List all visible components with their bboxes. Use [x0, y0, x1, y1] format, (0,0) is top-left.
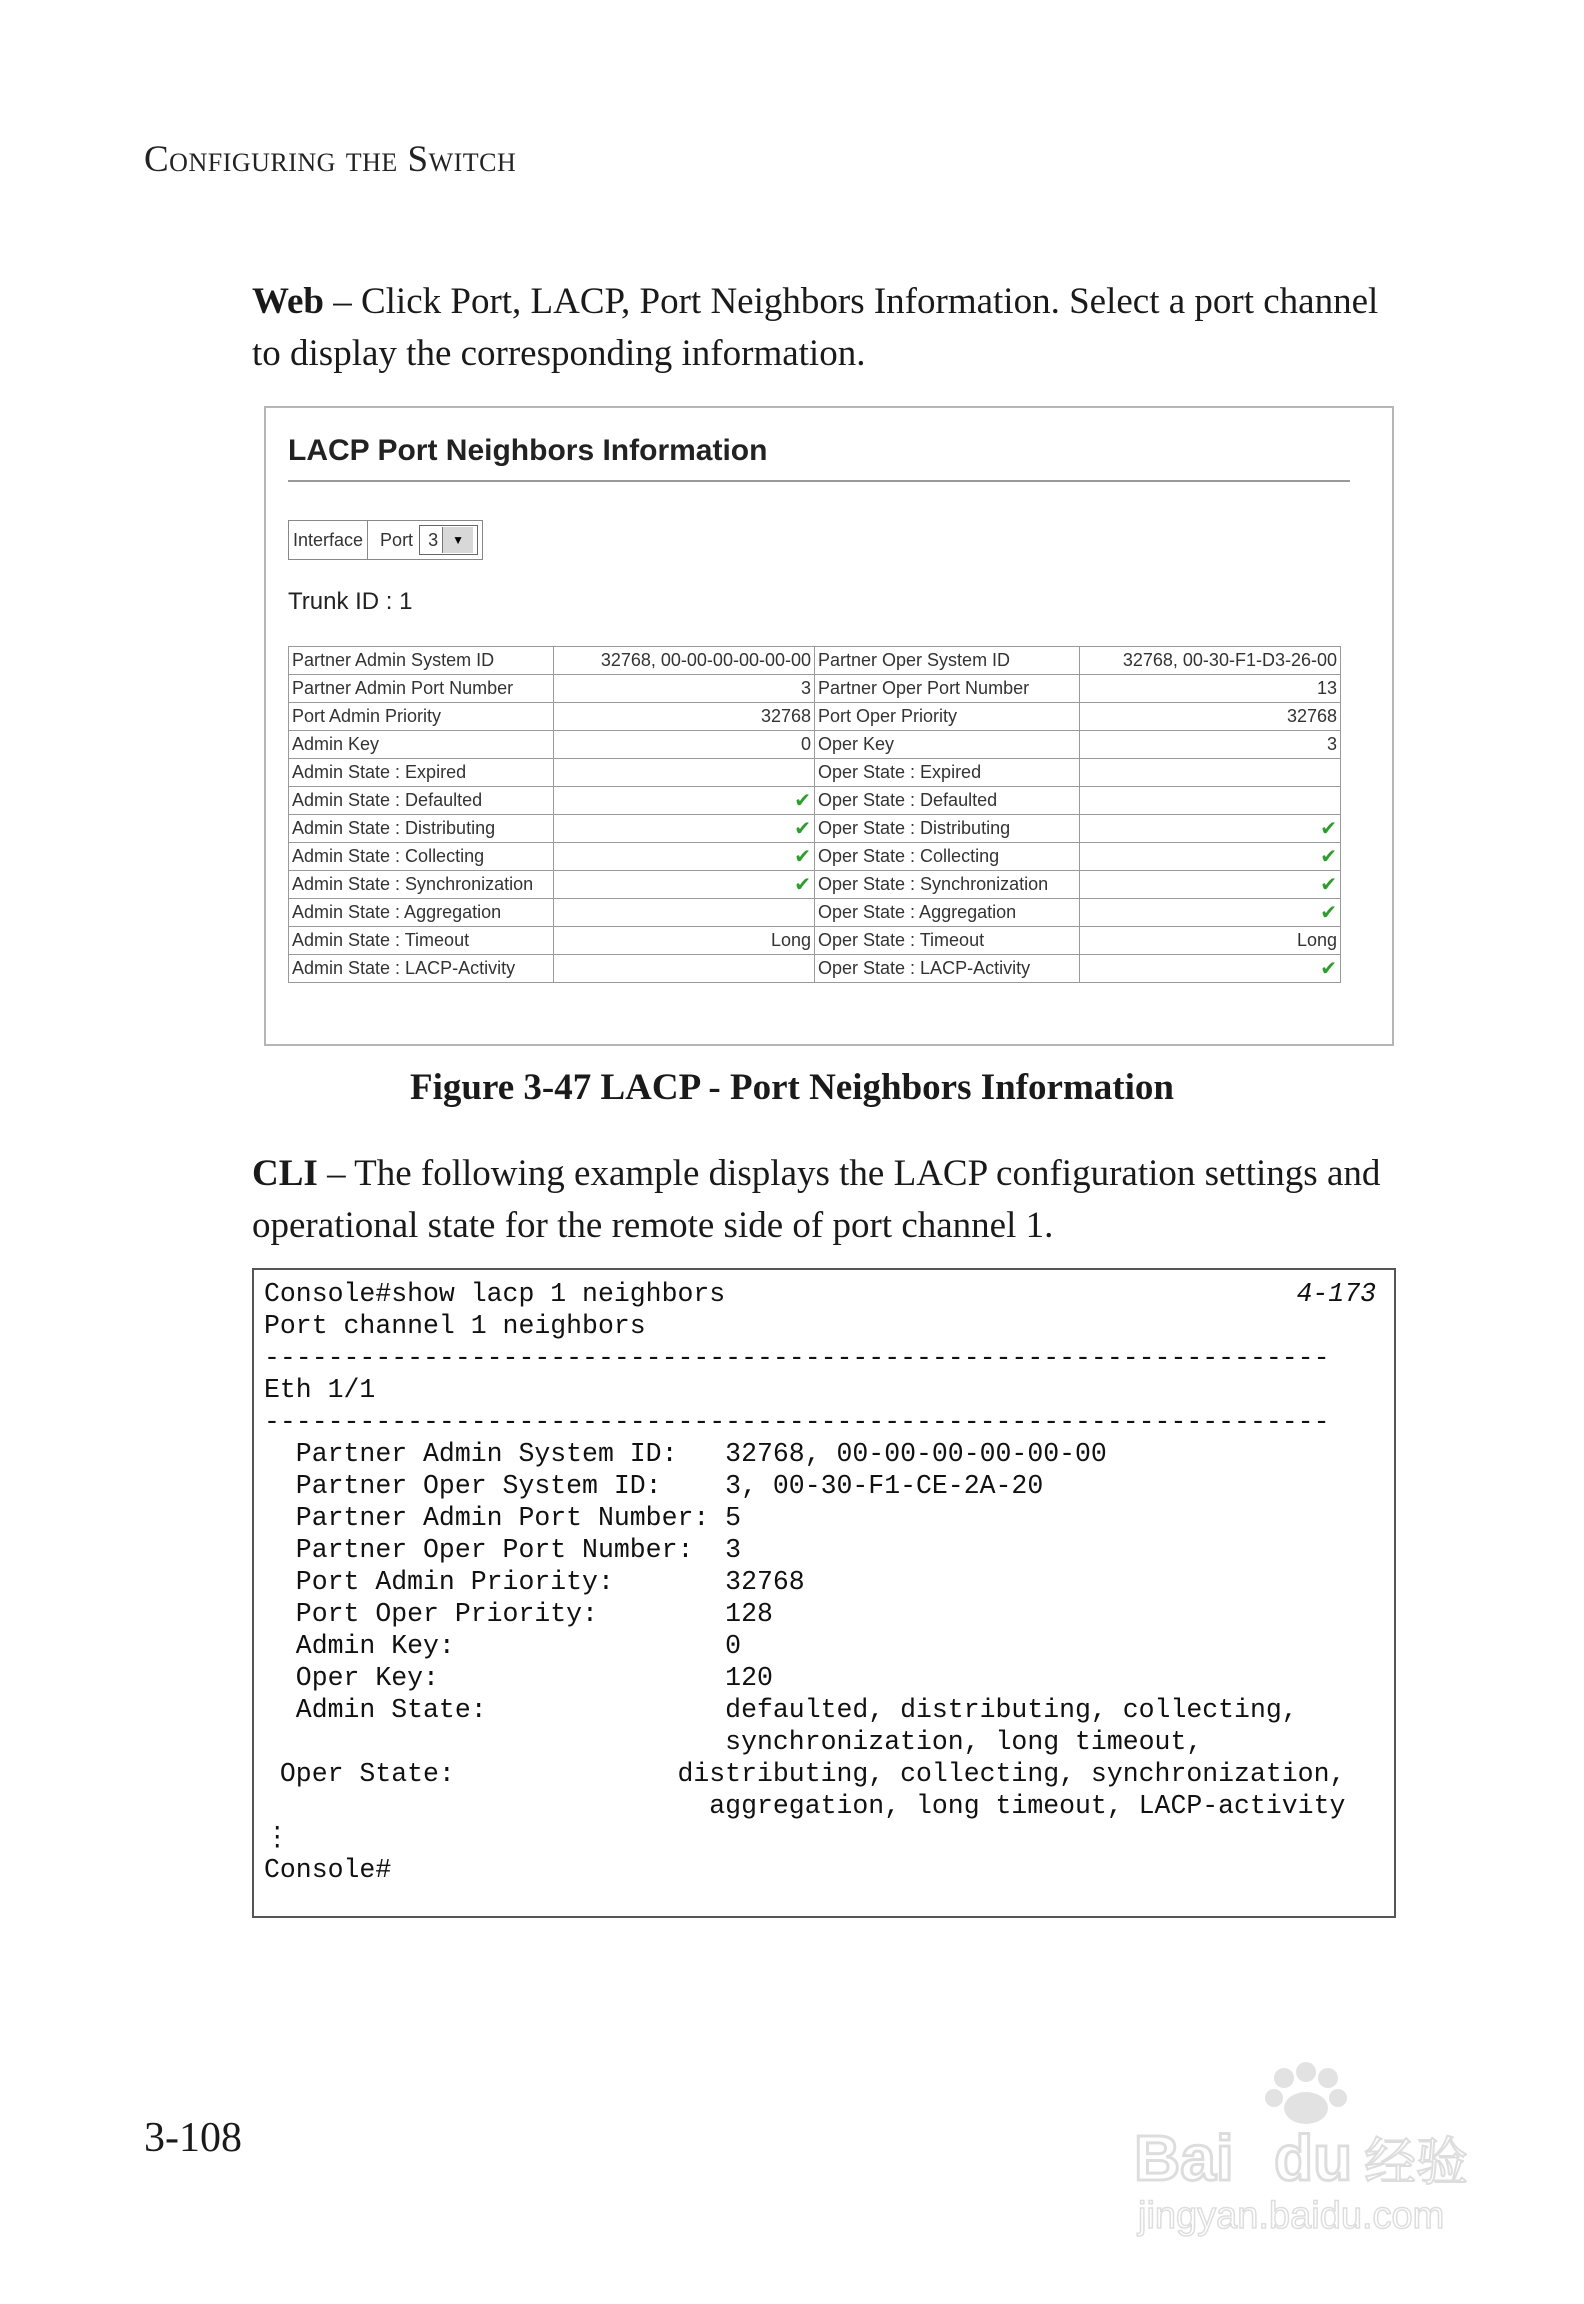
admin-label — [289, 647, 554, 675]
admin-value — [554, 759, 815, 787]
oper-label — [815, 815, 1080, 843]
table-row — [289, 759, 1341, 787]
admin-value — [554, 675, 815, 703]
oper-label — [815, 759, 1080, 787]
check-icon: ✔ — [794, 874, 811, 896]
admin-label — [289, 675, 554, 703]
oper-value-text: 3 — [1326, 734, 1337, 754]
admin-label-text: Partner Admin Port Number — [292, 678, 514, 698]
admin-value — [554, 731, 815, 759]
admin-value — [554, 871, 815, 899]
table-row — [289, 647, 1341, 675]
admin-label — [289, 703, 554, 731]
admin-label — [289, 787, 554, 815]
admin-label-text: Admin State : Expired — [292, 762, 467, 782]
lacp-screenshot-figure — [264, 406, 1394, 1046]
oper-value-text: Long — [1296, 930, 1337, 950]
cli-output: Console#show lacp 1 neighbors Port channel 1 neighbors ------------------------------------------------------------------- Eth 1/1 ------------------------------------------------------------------- Partner Admin System ID: 32768, 00-00-00-00-00-00 Partner Oper System ID: 3, 00-30-F1-CE-2A-20 Partner Admin Port Number: 5 Partner Oper Port Number: 3 Port Admin Priority: 32768 Port Oper Priority: 128 Admin Key: 0 Oper Key: 120 Admin State: defaulted, distributing, collecting, synchronization, long timeout, Oper State: distributing, collecting, synchronization, aggregation, long timeout, LACP-activity ⋮ Console# — [264, 1279, 1346, 1885]
svg-text:du: du — [1274, 2122, 1353, 2194]
admin-value-text: 3 — [800, 678, 811, 698]
admin-value-text: 32768 — [760, 706, 811, 726]
oper-value — [1080, 787, 1341, 815]
oper-label-text: Partner Oper Port Number — [818, 678, 1030, 698]
table-row — [289, 815, 1341, 843]
admin-value-text: 32768, 00-00-00-00-00-00 — [600, 650, 811, 670]
svg-text:Bai: Bai — [1134, 2122, 1234, 2194]
oper-label-text: Oper State : Collecting — [818, 846, 1000, 866]
admin-value — [554, 843, 815, 871]
check-icon: ✔ — [794, 846, 811, 868]
admin-label — [289, 955, 554, 983]
oper-label-text: Oper State : Expired — [818, 762, 982, 782]
table-row — [289, 675, 1341, 703]
table-row — [289, 731, 1341, 759]
running-header: Configuring the Switch — [144, 139, 517, 180]
admin-label — [289, 899, 554, 927]
oper-value — [1080, 927, 1341, 955]
neighbors-table — [288, 646, 1341, 983]
admin-value — [554, 815, 815, 843]
interface-selector — [288, 520, 483, 560]
trunk-id: Trunk ID : 1 — [288, 588, 413, 615]
admin-label-text: Partner Admin System ID — [292, 650, 495, 670]
admin-value — [554, 787, 815, 815]
oper-value — [1080, 843, 1341, 871]
oper-value — [1080, 955, 1341, 983]
cli-instructions — [252, 1148, 1402, 1252]
port-select-value: 3 — [428, 529, 439, 550]
oper-label — [815, 871, 1080, 899]
cli-reference: 4-173 — [1296, 1279, 1376, 1309]
check-icon: ✔ — [1320, 874, 1337, 896]
admin-label — [289, 815, 554, 843]
admin-label — [289, 759, 554, 787]
table-row — [289, 871, 1341, 899]
admin-label-text: Admin State : Aggregation — [292, 902, 502, 922]
admin-value — [554, 703, 815, 731]
cli-example — [252, 1268, 1396, 1918]
oper-label — [815, 955, 1080, 983]
interface-label: Interface — [293, 529, 364, 550]
oper-label-text: Oper State : Aggregation — [818, 902, 1017, 922]
check-icon: ✔ — [1320, 846, 1337, 868]
table-row — [289, 703, 1341, 731]
admin-label-text: Port Admin Priority — [292, 706, 442, 726]
admin-label-text: Admin State : Defaulted — [292, 790, 483, 810]
admin-label — [289, 731, 554, 759]
web-lead: Web — [252, 281, 324, 322]
oper-value — [1080, 871, 1341, 899]
svg-text:jingyan.baidu.com: jingyan.baidu.com — [1138, 2195, 1445, 2237]
oper-value-text: 13 — [1316, 678, 1337, 698]
oper-label — [815, 731, 1080, 759]
port-select[interactable] — [419, 525, 478, 555]
title-divider — [288, 480, 1350, 482]
port-label: Port — [380, 529, 414, 550]
figure-caption: Figure 3-47 LACP - Port Neighbors Information — [410, 1067, 1174, 1108]
oper-label-text: Oper Key — [818, 734, 895, 754]
oper-label-text: Oper State : LACP-Activity — [818, 958, 1031, 978]
admin-label-text: Admin State : Distributing — [292, 818, 496, 838]
oper-value — [1080, 675, 1341, 703]
table-row — [289, 899, 1341, 927]
check-icon: ✔ — [794, 790, 811, 812]
oper-label-text: Oper State : Timeout — [818, 930, 985, 950]
admin-label — [289, 843, 554, 871]
oper-value — [1080, 759, 1341, 787]
oper-value — [1080, 899, 1341, 927]
admin-label-text: Admin Key — [292, 734, 380, 754]
oper-label-text: Oper State : Synchronization — [818, 874, 1049, 894]
oper-value — [1080, 815, 1341, 843]
oper-label — [815, 899, 1080, 927]
oper-value-text: 32768 — [1286, 706, 1337, 726]
oper-label-text: Oper State : Defaulted — [818, 790, 998, 810]
table-row — [289, 927, 1341, 955]
table-row — [289, 955, 1341, 983]
admin-value — [554, 899, 815, 927]
admin-value — [554, 927, 815, 955]
admin-label-text: Admin State : LACP-Activity — [292, 958, 516, 978]
check-icon: ✔ — [794, 818, 811, 840]
oper-label — [815, 843, 1080, 871]
web-instructions — [252, 276, 1402, 380]
oper-label — [815, 787, 1080, 815]
table-row — [289, 843, 1341, 871]
oper-value — [1080, 703, 1341, 731]
admin-value-text: Long — [770, 930, 811, 950]
oper-label — [815, 703, 1080, 731]
oper-label — [815, 675, 1080, 703]
oper-value — [1080, 731, 1341, 759]
cli-lead: CLI — [252, 1153, 318, 1194]
baidu-watermark-logo — [1124, 2060, 1484, 2240]
svg-text:经验: 经验 — [1364, 2133, 1469, 2193]
check-icon: ✔ — [1320, 902, 1337, 924]
chevron-down-icon[interactable]: ▼ — [442, 527, 473, 553]
admin-value — [554, 955, 815, 983]
table-row — [289, 787, 1341, 815]
oper-label-text: Port Oper Priority — [818, 706, 958, 726]
admin-label — [289, 871, 554, 899]
oper-label-text: Oper State : Distributing — [818, 818, 1011, 838]
check-icon: ✔ — [1320, 818, 1337, 840]
cli-text: – The following example displays the LACP configuration settings and operational state for the remote side of port channel 1. — [252, 1153, 1381, 1246]
admin-label — [289, 927, 554, 955]
oper-label — [815, 647, 1080, 675]
admin-value — [554, 647, 815, 675]
oper-value-text: 32768, 00-30-F1-D3-26-00 — [1122, 650, 1337, 670]
admin-value-text: 0 — [800, 734, 811, 754]
admin-label-text: Admin State : Synchronization — [292, 874, 534, 894]
divider — [367, 521, 376, 559]
admin-label-text: Admin State : Collecting — [292, 846, 485, 866]
oper-label — [815, 927, 1080, 955]
admin-label-text: Admin State : Timeout — [292, 930, 470, 950]
oper-value — [1080, 647, 1341, 675]
page-number: 3-108 — [144, 2115, 242, 2161]
figure-page-title: LACP Port Neighbors Information — [288, 434, 768, 467]
check-icon: ✔ — [1320, 958, 1337, 980]
web-text: – Click Port, LACP, Port Neighbors Information. Select a port channel to display the corresponding information. — [252, 281, 1379, 374]
oper-label-text: Partner Oper System ID — [818, 650, 1011, 670]
